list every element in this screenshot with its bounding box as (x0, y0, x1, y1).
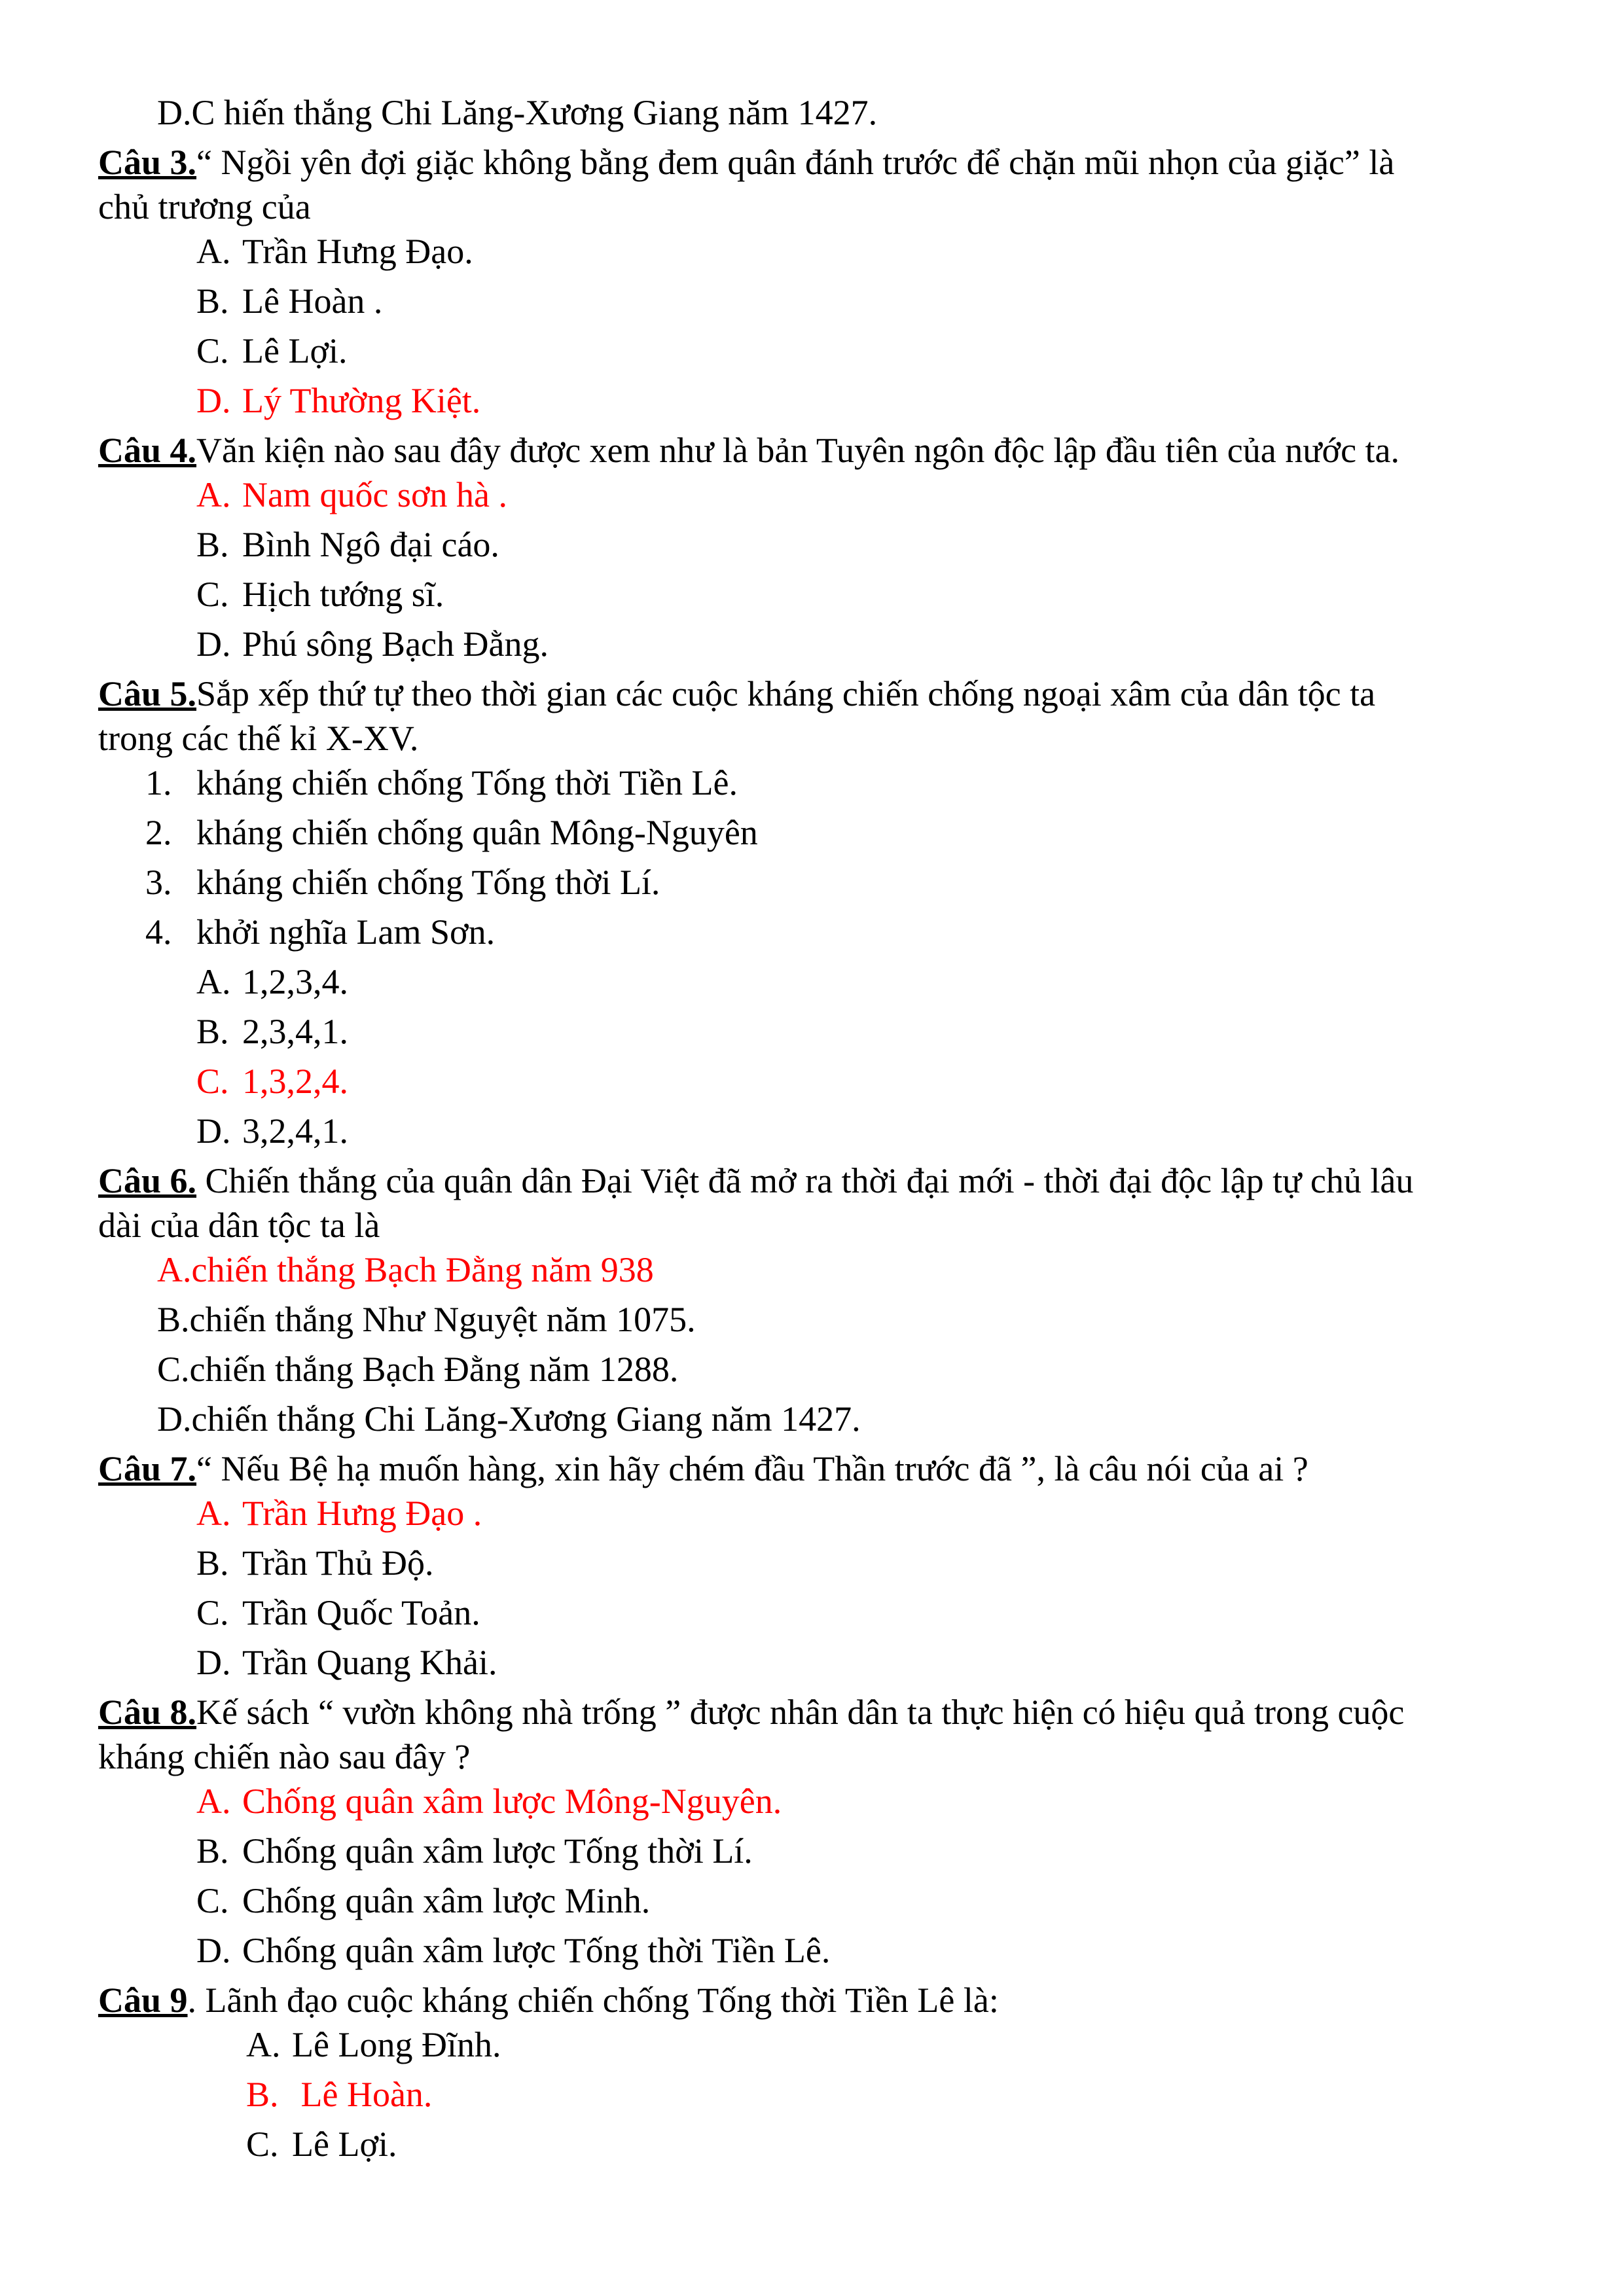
question-6-stem-cont: dài của dân tộc ta là (98, 1206, 380, 1245)
q5-item-1: 1. kháng chiến chống Tống thời Tiền Lê. (145, 763, 738, 802)
q6-option-d: D.chiến thắng Chi Lăng-Xương Giang năm 1427. (157, 1399, 861, 1439)
question-5-stem: Câu 5.Sắp xếp thứ tự theo thời gian các cuộc kháng chiến chống ngoại xâm của dân tộc ta (98, 674, 1376, 713)
q8-option-d: D. Chống quân xâm lược Tống thời Tiền Lê. (196, 1931, 831, 1970)
q8-option-a-correct: A. Chống quân xâm lược Mông-Nguyên. (196, 1782, 782, 1821)
question-9-stem: Câu 9. Lãnh đạo cuộc kháng chiến chống Tống thời Tiền Lê là: (98, 1981, 999, 2020)
q5-option-a: A. 1,2,3,4. (196, 962, 348, 1001)
question-label: Câu 8. (98, 1693, 197, 1732)
q4-option-a-correct: A. Nam quốc sơn hà . (196, 475, 507, 514)
question-label: Câu 5. (98, 674, 197, 713)
question-label: Câu 4. (98, 431, 197, 470)
q3-option-a: A. Trần Hưng Đạo. (196, 232, 473, 271)
q9-option-c: C. Lê Lợi. (246, 2125, 397, 2164)
q5-item-3: 3. kháng chiến chống Tống thời Lí. (145, 863, 660, 902)
question-label: Câu 3. (98, 143, 197, 182)
question-5-stem-cont: trong các thế kỉ X-XV. (98, 719, 419, 758)
question-6-stem: Câu 6. Chiến thắng của quân dân Đại Việt đã mở ra thời đại mới - thời đại độc lập tự chủ lâu (98, 1161, 1414, 1200)
q8-option-c: C. Chống quân xâm lược Minh. (196, 1881, 651, 1920)
question-3-stem: Câu 3.“ Ngồi yên đợi giặc không bằng đem quân đánh trước để chặn mũi nhọn của giặc” là (98, 143, 1395, 182)
q3-option-d-correct: D. Lý Thường Kiệt. (196, 381, 481, 420)
q7-option-c: C. Trần Quốc Toản. (196, 1593, 480, 1632)
q3-option-b: B. Lê Hoàn . (196, 281, 383, 321)
q6-option-b: B.chiến thắng Như Nguyệt năm 1075. (157, 1300, 696, 1339)
q7-option-a-correct: A. Trần Hưng Đạo . (196, 1494, 482, 1533)
question-7-stem: Câu 7.“ Nếu Bệ hạ muốn hàng, xin hãy chém đầu Thần trước đã ”, là câu nói của ai ? (98, 1449, 1308, 1488)
question-8-stem: Câu 8.Kế sách “ vườn không nhà trống ” được nhân dân ta thực hiện có hiệu quả trong cuộc (98, 1693, 1405, 1732)
question-8-stem-cont: kháng chiến nào sau đây ? (98, 1737, 471, 1776)
q5-item-4: 4. khởi nghĩa Lam Sơn. (145, 912, 496, 952)
q5-option-d: D. 3,2,4,1. (196, 1111, 348, 1151)
q4-option-b: B. Bình Ngô đại cáo. (196, 525, 499, 564)
q8-option-b: B. Chống quân xâm lược Tống thời Lí. (196, 1831, 753, 1871)
q6-option-c: C.chiến thắng Bạch Đằng năm 1288. (157, 1350, 679, 1389)
question-label: Câu 6. (98, 1161, 197, 1200)
q5-option-b: B. 2,3,4,1. (196, 1012, 348, 1051)
q9-option-a: A. Lê Long Đĩnh. (246, 2025, 501, 2064)
question-label: Câu 7. (98, 1449, 197, 1488)
q9-option-b-correct: B. Lê Hoàn. (246, 2075, 433, 2114)
q7-option-b: B. Trần Thủ Độ. (196, 1543, 434, 1583)
q4-option-c: C. Hịch tướng sĩ. (196, 575, 444, 614)
question-4-stem: Câu 4.Văn kiện nào sau đây được xem như là bản Tuyên ngôn độc lập đầu tiên của nước ta. (98, 431, 1400, 470)
prev-option-d: D.C hiến thắng Chi Lăng-Xương Giang năm 1427. (157, 93, 878, 132)
q7-option-d: D. Trần Quang Khải. (196, 1643, 497, 1682)
question-3-stem-cont: chủ trương của (98, 187, 311, 226)
q4-option-d: D. Phú sông Bạch Đằng. (196, 624, 549, 664)
q5-option-c-correct: C. 1,3,2,4. (196, 1062, 348, 1101)
question-label: Câu 9 (98, 1981, 188, 2020)
q6-option-a-correct: A.chiến thắng Bạch Đằng năm 938 (157, 1250, 654, 1289)
q3-option-c: C. Lê Lợi. (196, 331, 348, 370)
q5-item-2: 2. kháng chiến chống quân Mông-Nguyên (145, 813, 758, 852)
